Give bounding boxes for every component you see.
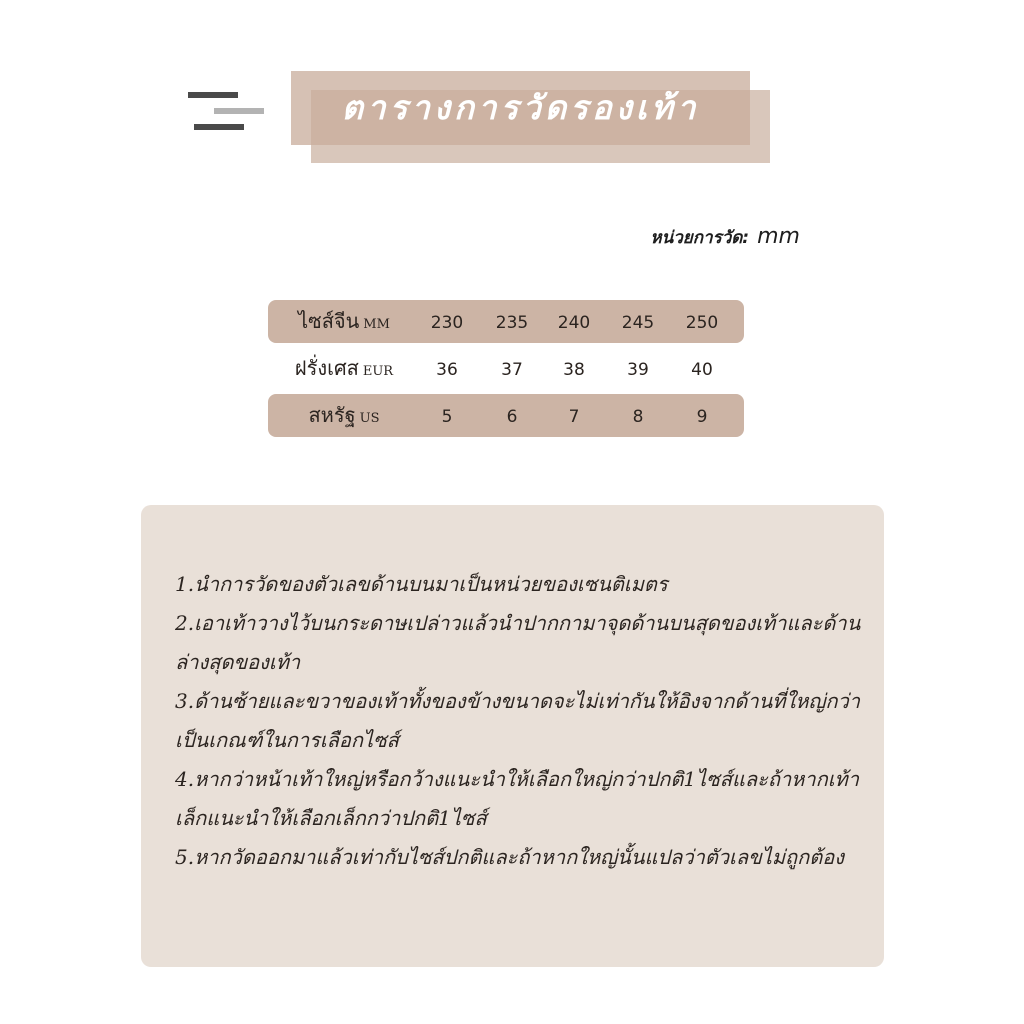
size-cell: 39 xyxy=(627,360,649,380)
size-cell: 40 xyxy=(691,360,713,380)
size-cell: 235 xyxy=(495,313,529,333)
page-title: ตารางการวัดรองเท้า xyxy=(341,88,700,127)
size-cell: 9 xyxy=(696,407,708,427)
row-name: สหรัฐ xyxy=(308,403,356,427)
row-name: ไซส์จีน xyxy=(298,309,360,333)
size-row-eur xyxy=(268,347,744,390)
unit-indicator xyxy=(560,224,800,254)
size-cell: 7 xyxy=(568,407,580,427)
size-cell: 250 xyxy=(685,313,719,333)
size-cell: 37 xyxy=(501,360,523,380)
menu-icon-bar-bottom xyxy=(194,124,244,130)
menu-icon-bar-top xyxy=(188,92,238,98)
row-unit: MM xyxy=(363,317,390,332)
row-header xyxy=(268,394,420,437)
unit-value: mm xyxy=(757,224,800,249)
size-cell: 230 xyxy=(430,313,464,333)
menu-icon-bar-middle xyxy=(214,108,264,114)
size-cell: 36 xyxy=(436,360,458,380)
row-header xyxy=(268,300,420,343)
size-row-us xyxy=(268,394,744,437)
size-row-cn xyxy=(268,300,744,343)
size-cell: 240 xyxy=(557,313,591,333)
instructions-panel xyxy=(141,505,884,967)
instruction-item: 4.หากว่าหน้าเท้าใหญ่หรือกว้างแนะนำให้เลือกใหญ่กว่าปกติ1ไซส์และถ้าหากเท้าเล็กแนะนำให้เลือกเล็กกว่าปกติ1ไซส์ xyxy=(175,767,859,830)
row-header xyxy=(268,347,420,390)
instruction-item: 5.หากวัดออกมาแล้วเท่ากับไซส์ปกติและถ้าหากใหญ่นั้นแปลว่าตัวเลขไม่ถูกต้อง xyxy=(175,845,845,869)
size-cell: 8 xyxy=(632,407,644,427)
unit-label: หน่วยการวัด: xyxy=(650,228,750,248)
row-name: ฝรั่งเศส xyxy=(294,356,359,380)
instruction-item: 2.เอาเท้าวางไว้บนกระดาษเปล่าวแล้วนำปากกามาจุดด้านบนสุดของเท้าและด้านล่างสุดของเท้า xyxy=(175,611,861,674)
size-cell: 6 xyxy=(506,407,518,427)
size-table xyxy=(268,300,744,441)
instruction-item: 3.ด้านซ้ายและขวาของเท้าทั้งของข้างขนาดจะไม่เท่ากันให้อิงจากด้านที่ใหญ่กว่าเป็นเกณฑ์ในการเลือกไซส์ xyxy=(175,689,860,752)
instruction-item: 1.นำการวัดของตัวเลขด้านบนมาเป็นหน่วยของเซนติเมตร xyxy=(175,572,668,596)
size-cell: 5 xyxy=(441,407,453,427)
instructions-list xyxy=(175,565,865,877)
row-unit: EUR xyxy=(362,364,394,379)
size-cell: 245 xyxy=(621,313,655,333)
menu-icon xyxy=(188,92,266,134)
size-cell: 38 xyxy=(563,360,585,380)
row-unit: US xyxy=(359,411,380,426)
